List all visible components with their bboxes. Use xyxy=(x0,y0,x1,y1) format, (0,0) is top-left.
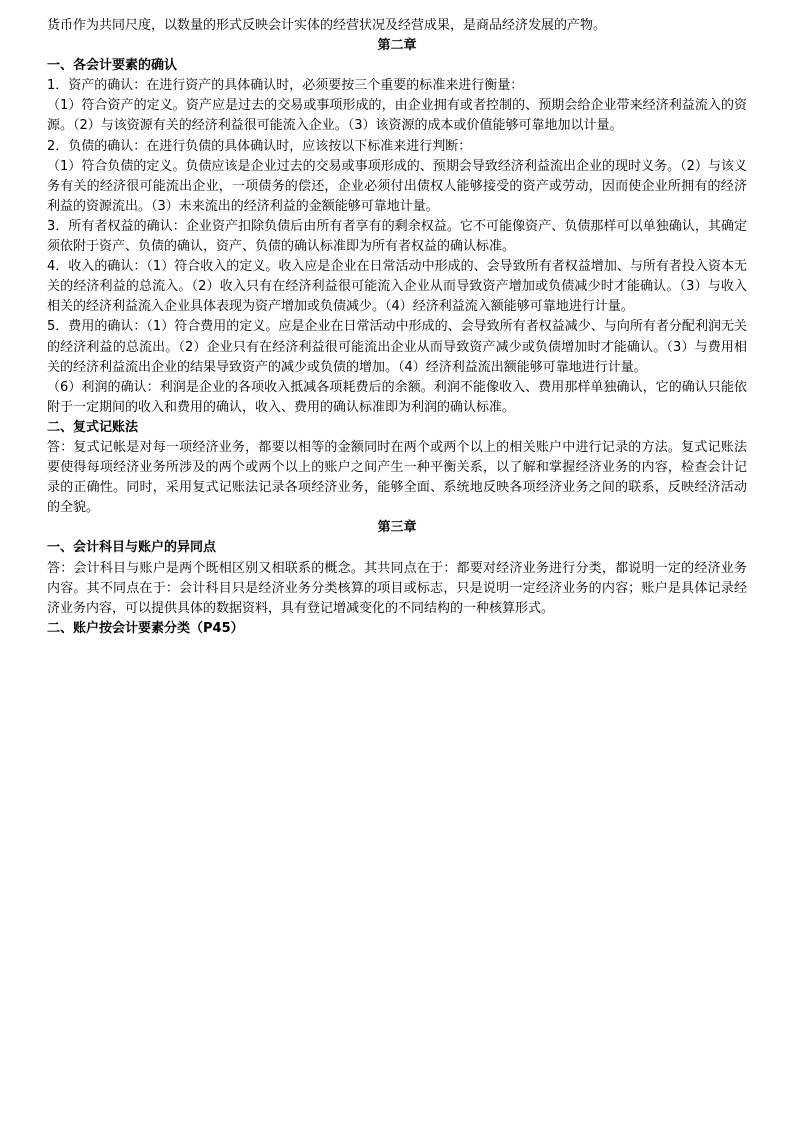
section-heading-account-classification: 二、账户按会计要素分类（P45） xyxy=(47,620,244,636)
accounts-comparison-paragraph: 答：会计科目与账户是两个既相区别又相联系的概念。其共同点在于：都要对经济业务进行分类，都说明一定的经济业务内容。其不同点在于：会计科目只是经济业务分类核算的项目或标志，只是说明一定经济业务的内容；账户是具体记录经济业务内容，可以提供具体的数据资料，具有登记增减变化的不同结构的一种核算形式。 xyxy=(47,560,747,616)
expense-recognition-paragraph: 5．费用的确认：（1）符合费用的定义。应是企业在日常活动中形成的、会导致所有者权益减少、与向所有者分配利润无关的经济利益的总流出。（2）企业只有在经济利益很可能流出企业从而导致资产减少或负债增加时才能确认。（3）与费用相关的经济利益流出企业的结果导致资产的减少或负债的增加。（4）经济利益流出额能够可靠地进行计量。 xyxy=(47,319,747,375)
asset-recognition-criteria: （1）符合资产的定义。资产应是过去的交易或事项形成的，由企业拥有或者控制的、预期会给企业带来经济利益流入的资源。（2）与该资源有关的经济利益很可能流入企业。（3）该资源的成本或价值能够可靠地加以计量。 xyxy=(47,98,747,134)
liability-recognition-intro: 2．负债的确认：在进行负债的具体确认时，应该按以下标准来进行判断： xyxy=(47,138,472,154)
document-page xyxy=(47,16,747,639)
equity-recognition-paragraph: 3．所有者权益的确认：企业资产扣除负债后由所有者享有的剩余权益。它不可能像资产、负债那样可以单独确认，其确定须依附于资产、负债的确认，资产、负债的确认标准即为所有者权益的确认标准。 xyxy=(47,218,747,255)
asset-recognition-intro: 1．资产的确认：在进行资产的具体确认时，必须要按三个重要的标准来进行衡量： xyxy=(47,78,524,94)
chapter-3-title: 第三章 xyxy=(377,520,417,536)
section-heading-element-recognition: 一、各会计要素的确认 xyxy=(47,58,178,74)
chapter-2-title: 第二章 xyxy=(377,38,417,54)
section-heading-accounts-comparison: 一、会计科目与账户的异同点 xyxy=(47,540,217,556)
revenue-recognition-paragraph: 4．收入的确认：（1）符合收入的定义。收入应是企业在日常活动中形成的、会导致所有者权益增加、与所有者投入资本无关的经济利益的总流入。（2）收入只有在经济利益很可能流入企业从而导致资产增加或负债减少时才能确认。（3）与收入相关的经济利益流入企业具体表现为资产增加或负债减少。（4）经济利益流入额能够可靠地进行计量。 xyxy=(47,259,747,315)
double-entry-paragraph: 答：复式记帐是对每一项经济业务，都要以相等的金额同时在两个或两个以上的相关账户中进行记录的方法。复式记账法要使得每项经济业务所涉及的两个或两个以上的账户之间产生一种平衡关系，以了解和掌握经济业务的内容，检查会计记录的正确性。同时，采用复式记账法记录各项经济业务，能够全面、系统地反映各项经济业务之间的联系，反映经济活动的全貌。 xyxy=(47,439,747,516)
intro-paragraph: 货币作为共同尺度，以数量的形式反映会计实体的经营状况及经营成果，是商品经济发展的产物。 xyxy=(47,18,607,33)
profit-recognition-paragraph: （6）利润的确认：利润是企业的各项收入抵减各项耗费后的余额。利润不能像收入、费用那样单独确认，它的确认只能依附于一定期间的收入和费用的确认，收入、费用的确认标准即为利润的确认标准。 xyxy=(47,379,747,415)
liability-recognition-criteria: （1）符合负债的定义。负债应该是企业过去的交易或事项形成的、预期会导致经济利益流出企业的现时义务。（2）与该义务有关的经济很可能流出企业，一项债务的偿还，企业必须付出债权人能够接受的资产或劳动，因而使企业所拥有的经济利益的资源流出。（3）未来流出的经济利益的金额能够可靠地计量。 xyxy=(47,158,747,214)
section-heading-double-entry: 二、复式记账法 xyxy=(47,419,139,435)
